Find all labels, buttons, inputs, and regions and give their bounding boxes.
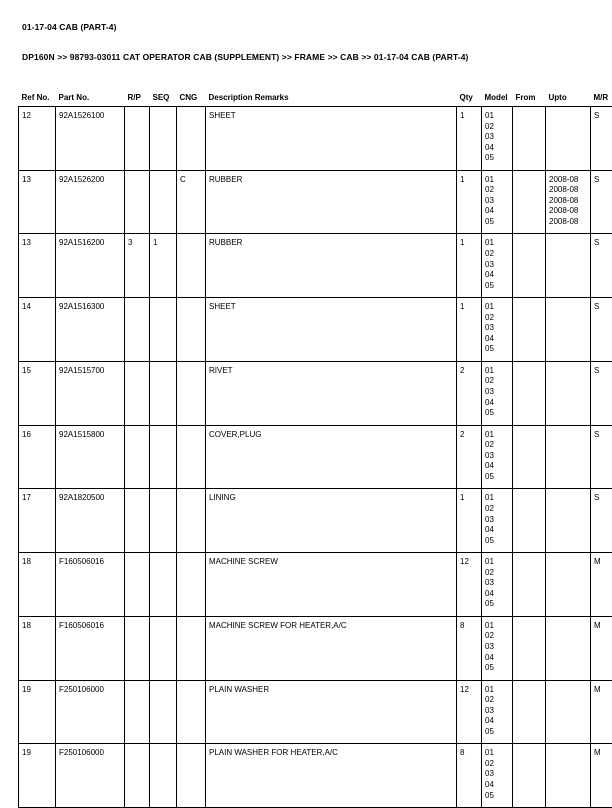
table-row[interactable] <box>19 425 612 489</box>
parts-table <box>18 80 612 808</box>
cell-description: RUBBER <box>206 234 457 298</box>
cell-from <box>513 553 546 617</box>
cell-seq <box>150 170 177 234</box>
cell-seq <box>150 107 177 171</box>
page-title: 01-17-04 CAB (PART-4) <box>22 18 594 32</box>
cell-upto <box>546 107 591 171</box>
cell-seq <box>150 298 177 362</box>
cell-cng <box>177 298 206 362</box>
cell-model: 01 02 03 04 05 <box>482 361 513 425</box>
cell-cng <box>177 680 206 744</box>
column-header-qty: Qty <box>457 80 482 107</box>
cell-rp <box>125 298 150 362</box>
cell-model: 01 02 03 04 05 <box>482 680 513 744</box>
cell-from <box>513 489 546 553</box>
cell-seq <box>150 425 177 489</box>
cell-model: 01 02 03 04 05 <box>482 234 513 298</box>
cell-from <box>513 361 546 425</box>
column-header-model: Model <box>482 80 513 107</box>
cell-upto <box>546 234 591 298</box>
cell-from <box>513 425 546 489</box>
cell-upto <box>546 361 591 425</box>
cell-ref: 19 <box>19 680 56 744</box>
cell-seq <box>150 744 177 808</box>
cell-cng <box>177 234 206 298</box>
cell-upto <box>546 616 591 680</box>
table-row[interactable] <box>19 170 612 234</box>
cell-seq <box>150 680 177 744</box>
cell-rp <box>125 361 150 425</box>
cell-ref: 15 <box>19 361 56 425</box>
column-header-mr: M/R <box>591 80 612 107</box>
cell-part-no: F250106000 <box>56 744 125 808</box>
cell-part-no: F160506016 <box>56 553 125 617</box>
table-header <box>19 80 612 107</box>
cell-cng <box>177 361 206 425</box>
cell-qty: 1 <box>457 234 482 298</box>
cell-cng <box>177 107 206 171</box>
cell-qty: 8 <box>457 744 482 808</box>
cell-part-no: 92A1516200 <box>56 234 125 298</box>
cell-description: RUBBER <box>206 170 457 234</box>
cell-upto <box>546 425 591 489</box>
cell-ref: 16 <box>19 425 56 489</box>
table-body <box>19 107 612 808</box>
column-header-from: From <box>513 80 546 107</box>
cell-from <box>513 298 546 362</box>
cell-description: LINING <box>206 489 457 553</box>
cell-seq <box>150 489 177 553</box>
cell-mr: M <box>591 680 612 744</box>
cell-qty: 1 <box>457 170 482 234</box>
cell-rp <box>125 744 150 808</box>
cell-rp <box>125 170 150 234</box>
cell-mr: M <box>591 744 612 808</box>
cell-cng <box>177 425 206 489</box>
table-row[interactable] <box>19 553 612 617</box>
cell-model: 01 02 03 04 05 <box>482 170 513 234</box>
cell-qty: 1 <box>457 489 482 553</box>
cell-part-no: F250106000 <box>56 680 125 744</box>
cell-cng <box>177 744 206 808</box>
cell-mr: M <box>591 616 612 680</box>
table-row[interactable] <box>19 234 612 298</box>
cell-upto <box>546 553 591 617</box>
cell-model: 01 02 03 04 05 <box>482 425 513 489</box>
cell-upto <box>546 489 591 553</box>
cell-part-no: 92A1515700 <box>56 361 125 425</box>
cell-mr: S <box>591 107 612 171</box>
table-row[interactable] <box>19 744 612 808</box>
cell-mr: S <box>591 234 612 298</box>
cell-rp <box>125 489 150 553</box>
table-row[interactable] <box>19 616 612 680</box>
cell-description: SHEET <box>206 107 457 171</box>
cell-mr: S <box>591 425 612 489</box>
cell-rp <box>125 425 150 489</box>
cell-ref: 18 <box>19 616 56 680</box>
cell-mr: S <box>591 361 612 425</box>
cell-ref: 12 <box>19 107 56 171</box>
cell-part-no: 92A1526100 <box>56 107 125 171</box>
cell-seq: 1 <box>150 234 177 298</box>
cell-upto: 2008-08 2008-08 2008-08 2008-08 2008-08 <box>546 170 591 234</box>
cell-seq <box>150 361 177 425</box>
cell-mr: S <box>591 170 612 234</box>
cell-description: SHEET <box>206 298 457 362</box>
cell-qty: 12 <box>457 680 482 744</box>
cell-qty: 2 <box>457 361 482 425</box>
cell-qty: 1 <box>457 107 482 171</box>
table-row[interactable] <box>19 489 612 553</box>
cell-mr: S <box>591 298 612 362</box>
cell-description: COVER,PLUG <box>206 425 457 489</box>
cell-qty: 8 <box>457 616 482 680</box>
cell-model: 01 02 03 04 05 <box>482 553 513 617</box>
column-header-ref-no: Ref No. <box>19 80 56 107</box>
cell-from <box>513 744 546 808</box>
cell-model: 01 02 03 04 05 <box>482 298 513 362</box>
cell-description: MACHINE SCREW FOR HEATER,A/C <box>206 616 457 680</box>
column-header-cng: CNG <box>177 80 206 107</box>
column-header-upto: Upto <box>546 80 591 107</box>
cell-qty: 1 <box>457 298 482 362</box>
cell-rp <box>125 553 150 617</box>
cell-upto <box>546 298 591 362</box>
cell-cng <box>177 553 206 617</box>
table-row[interactable] <box>19 361 612 425</box>
cell-rp <box>125 680 150 744</box>
cell-ref: 13 <box>19 170 56 234</box>
table-row[interactable] <box>19 680 612 744</box>
cell-cng <box>177 616 206 680</box>
cell-part-no: 92A1515800 <box>56 425 125 489</box>
cell-from <box>513 680 546 744</box>
cell-from <box>513 234 546 298</box>
cell-model: 01 02 03 04 05 <box>482 616 513 680</box>
cell-ref: 18 <box>19 553 56 617</box>
table-row[interactable] <box>19 298 612 362</box>
cell-cng <box>177 489 206 553</box>
cell-ref: 13 <box>19 234 56 298</box>
cell-description: PLAIN WASHER FOR HEATER,A/C <box>206 744 457 808</box>
cell-qty: 12 <box>457 553 482 617</box>
cell-upto <box>546 744 591 808</box>
cell-model: 01 02 03 04 05 <box>482 489 513 553</box>
cell-rp <box>125 107 150 171</box>
cell-part-no: 92A1820500 <box>56 489 125 553</box>
cell-part-no: 92A1516300 <box>56 298 125 362</box>
cell-cng: C <box>177 170 206 234</box>
breadcrumb: DP160N >> 98793-03011 CAT OPERATOR CAB (SUPPLEMENT) >> FRAME >> CAB >> 01-17-04 CAB (PART-4) <box>22 52 594 62</box>
cell-from <box>513 107 546 171</box>
cell-model: 01 02 03 04 05 <box>482 107 513 171</box>
cell-upto <box>546 680 591 744</box>
cell-qty: 2 <box>457 425 482 489</box>
cell-model: 01 02 03 04 05 <box>482 744 513 808</box>
cell-rp: 3 <box>125 234 150 298</box>
cell-part-no: 92A1526200 <box>56 170 125 234</box>
column-header-seq: SEQ <box>150 80 177 107</box>
cell-seq <box>150 616 177 680</box>
column-header-description: Description Remarks <box>206 80 457 107</box>
cell-description: PLAIN WASHER <box>206 680 457 744</box>
cell-seq <box>150 553 177 617</box>
column-header-rp: R/P <box>125 80 150 107</box>
cell-ref: 17 <box>19 489 56 553</box>
table-row[interactable] <box>19 107 612 171</box>
cell-mr: M <box>591 553 612 617</box>
cell-from <box>513 170 546 234</box>
cell-ref: 19 <box>19 744 56 808</box>
cell-from <box>513 616 546 680</box>
cell-description: RIVET <box>206 361 457 425</box>
column-header-part-no: Part No. <box>56 80 125 107</box>
cell-part-no: F160506016 <box>56 616 125 680</box>
cell-ref: 14 <box>19 298 56 362</box>
cell-rp <box>125 616 150 680</box>
cell-description: MACHINE SCREW <box>206 553 457 617</box>
cell-mr: S <box>591 489 612 553</box>
